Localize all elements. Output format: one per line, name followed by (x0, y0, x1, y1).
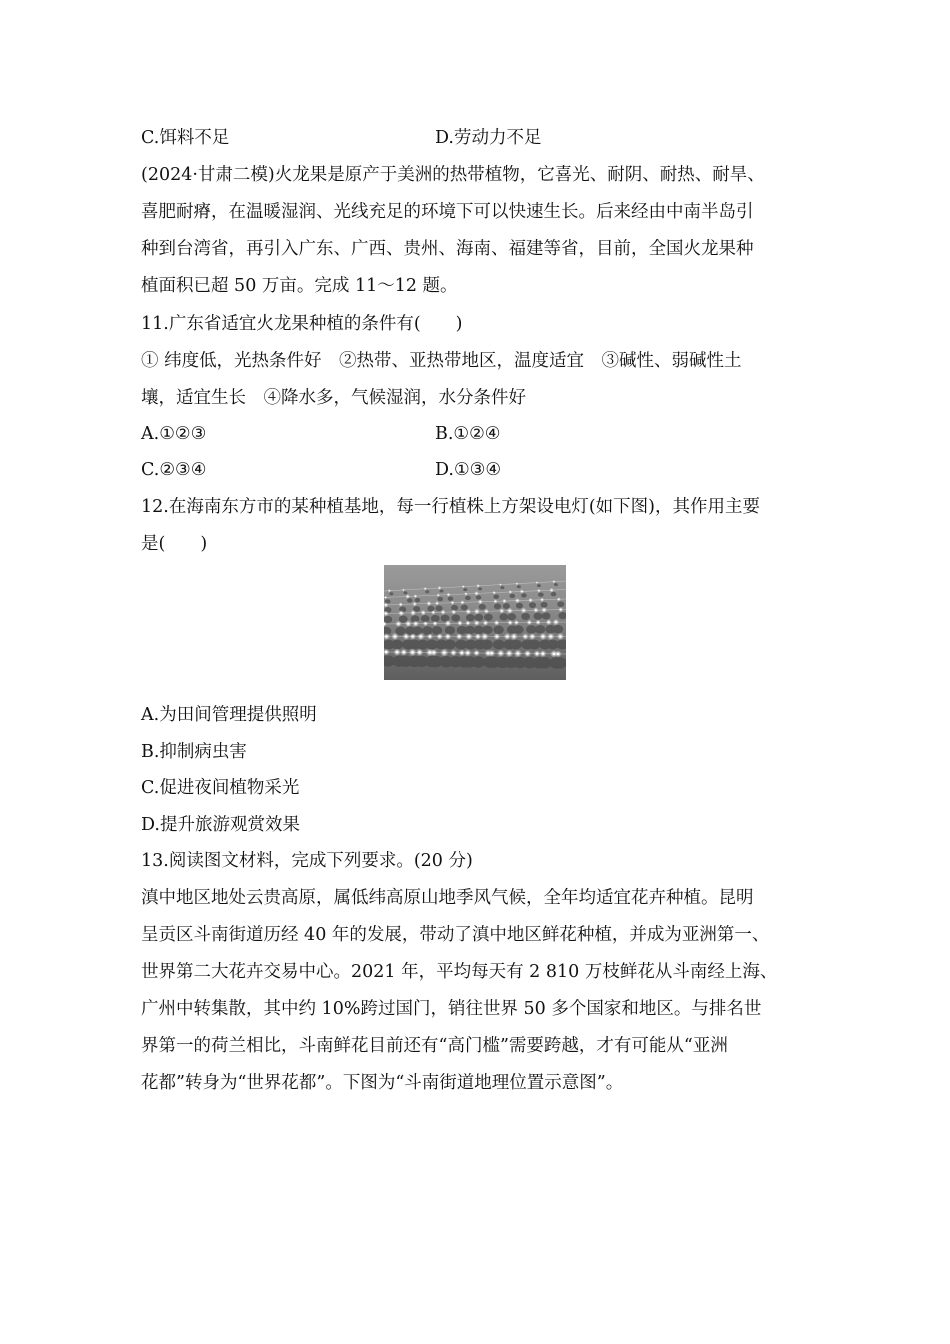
intro-line: 种到台湾省，再引入广东、广西、贵州、海南、福建等省，目前，全国火龙果种 (141, 239, 754, 259)
q13-material-line: 界第一的荷兰相比，斗南鲜花目前还有“高门槛”需要跨越，才有可能从“亚洲 (141, 1036, 728, 1056)
q13-material-line: 呈贡区斗南街道历经 40 年的发展，带动了滇中地区鲜花种植，并成为亚洲第一、 (141, 925, 770, 945)
q10-option-d: D.劳动力不足 (435, 128, 542, 148)
q12-option-c: C.促进夜间植物采光 (141, 778, 300, 798)
q13-material-line: 花都”转身为“世界花都”。下图为“斗南街道地理位置示意图”。 (141, 1073, 624, 1093)
q12-stem: 是( ) (141, 534, 208, 554)
q11-option-a: A.①②③ (141, 424, 207, 444)
q10-option-c: C.饵料不足 (141, 128, 230, 148)
q11-conditions: ① 纬度低，光热条件好 ②热带、亚热带地区，温度适宜 ③碱性、弱碱性土 (141, 351, 742, 371)
q12-option-b: B.抑制病虫害 (141, 742, 247, 762)
q13-material-line: 广州中转集散，其中约 10%跨过国门，销往世界 50 多个国家和地区。与排名世 (141, 999, 762, 1019)
night-field-lights-photo (384, 565, 566, 680)
q13-material-line: 世界第二大花卉交易中心。2021 年，平均每天有 2 810 万枝鲜花从斗南经上海、 (141, 962, 778, 982)
intro-line: 植面积已超 50 万亩。完成 11～12 题。 (141, 276, 458, 296)
q11-option-c: C.②③④ (141, 460, 207, 480)
q12-option-d: D.提升旅游观赏效果 (141, 815, 300, 835)
q11-option-d: D.①③④ (435, 460, 502, 480)
q12-stem: 12.在海南东方市的某种植基地，每一行植株上方架设电灯(如下图)，其作用主要 (141, 497, 760, 517)
q13-material-line: 滇中地区地处云贵高原，属低纬高原山地季风气候，全年均适宜花卉种植。昆明 (141, 888, 754, 908)
intro-line: 喜肥耐瘠，在温暖湿润、光线充足的环境下可以快速生长。后来经由中南半岛引 (141, 202, 754, 222)
q11-option-b: B.①②④ (435, 424, 501, 444)
q11-stem: 11.广东省适宜火龙果种植的条件有( ) (141, 314, 463, 334)
q11-conditions: 壤，适宜生长 ④降水多，气候湿润，水分条件好 (141, 388, 526, 408)
q13-stem: 13.阅读图文材料，完成下列要求。(20 分) (141, 851, 473, 871)
intro-line: (2024·甘肃二模)火龙果是原产于美洲的热带植物，它喜光、耐阴、耐热、耐旱、 (141, 165, 765, 185)
photo-illustration (384, 565, 566, 680)
q12-option-a: A.为田间管理提供照明 (141, 705, 317, 725)
